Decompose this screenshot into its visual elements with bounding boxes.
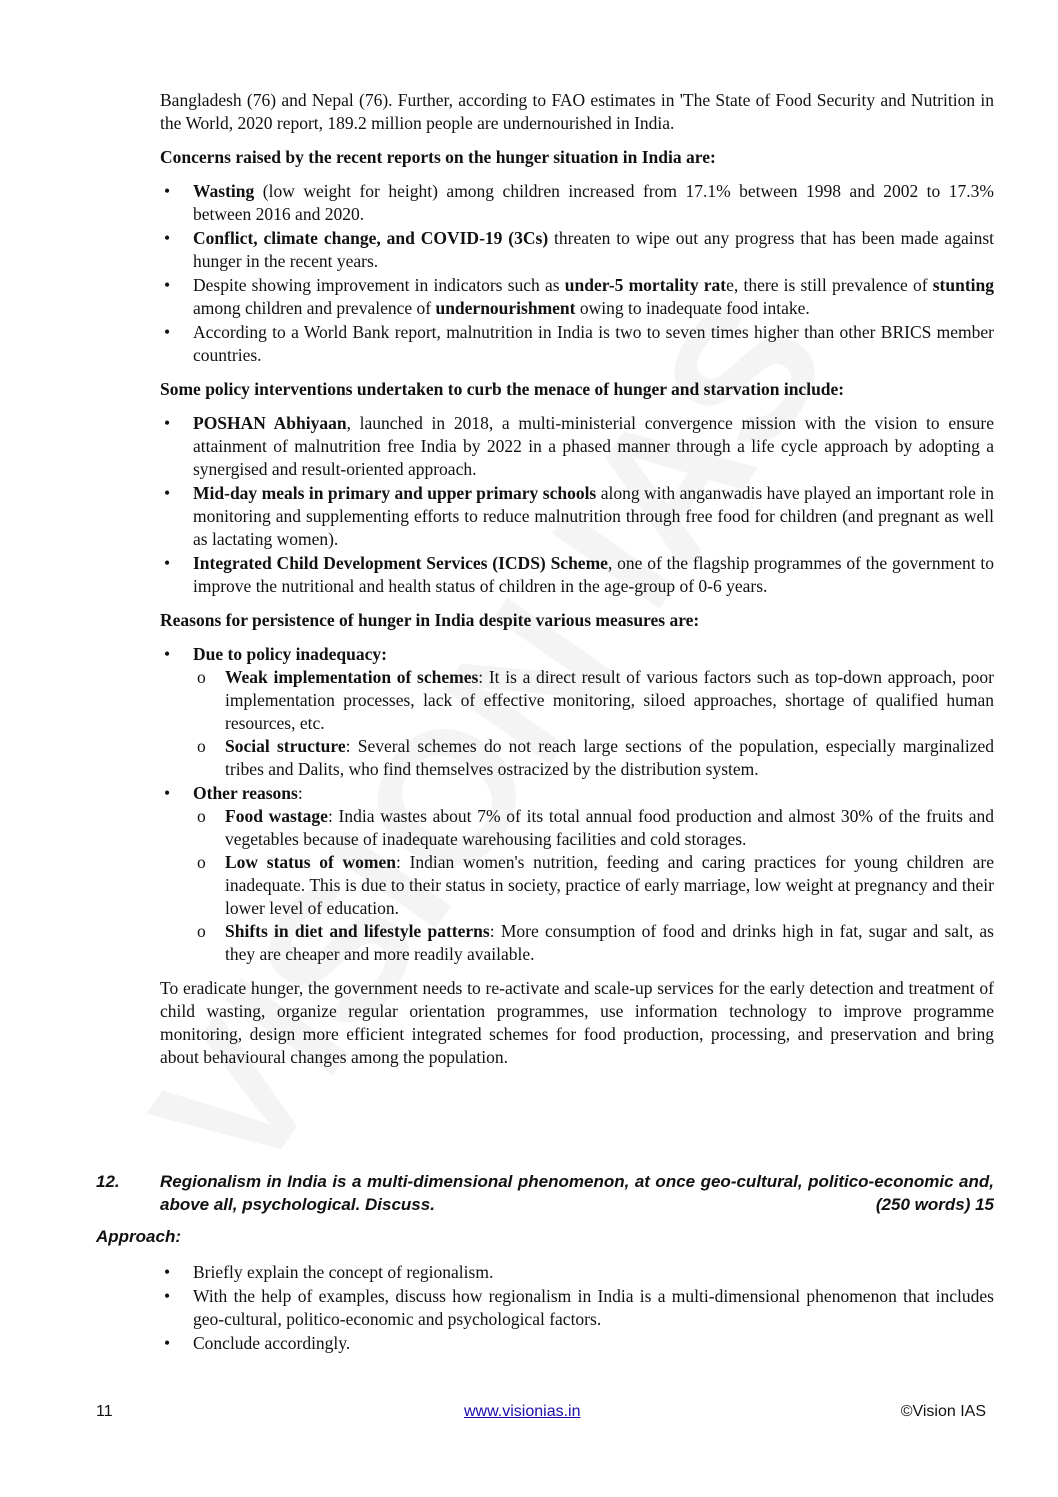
list-item <box>160 1261 994 1284</box>
bold-text: Integrated Child Development Services (ICDS) Scheme <box>193 553 608 573</box>
list-item <box>160 180 994 226</box>
reasons-heading: Reasons for persistence of hunger in India despite various measures are: <box>160 610 700 630</box>
list-item <box>160 482 994 551</box>
question-12 <box>96 1170 994 1216</box>
text: , one of the flagship programmes of the government to improve the nutritional and health status of children in the age-group of 0-6 years. <box>193 553 995 596</box>
text: : India wastes about 7% of its total annual food production and almost 30% of the fruits and vegetables because of inadequate warehousing facilities and cold storages. <box>225 806 994 849</box>
bold-text: Conflict, climate change, and COVID-19 (3Cs) <box>193 228 549 248</box>
text: : It is a direct result of various factors such as top-down approach, poor implementation processes, lack of effective monitoring, siloed approaches, shortage of qualified human resources, etc. <box>225 667 994 733</box>
conclusion-paragraph <box>160 977 994 1069</box>
sub-list-item <box>193 920 994 966</box>
bold-text: Shifts in diet and lifestyle patterns <box>225 921 490 941</box>
text: Bangladesh (76) and Nepal (76). Further, according to FAO estimates in 'The State of Food Security and Nutrition in the World, 2020 report, 189.2 million people are undernourished in India. <box>160 90 994 133</box>
bold-text: Food wastage <box>225 806 328 826</box>
text: , launched in 2018, a multi-ministerial convergence mission with the vision to ensure attainment of malnutrition free India by 2022 in a phased manner through a life cycle approach by adopting a synergised and result-oriented approach. <box>193 413 995 479</box>
concerns-list <box>160 180 994 367</box>
approach-label: Approach: <box>96 1227 181 1246</box>
list-item <box>160 321 994 367</box>
list-item <box>160 274 994 320</box>
list-item <box>160 782 994 966</box>
question-number: 12. <box>96 1172 120 1191</box>
bold-text: Wasting <box>193 181 255 201</box>
bold-text: Other reasons <box>193 783 298 803</box>
website-link[interactable]: www.visionias.in <box>464 1403 581 1420</box>
text: According to a World Bank report, malnutrition in India is two to seven times higher than other BRICS member countries. <box>193 322 994 365</box>
sub-list <box>193 666 994 781</box>
list-item <box>160 643 994 781</box>
text: e, there is still prevalence of <box>726 275 933 295</box>
sub-list-item <box>193 666 994 735</box>
list-item <box>160 1285 994 1331</box>
sub-list-item <box>193 851 994 920</box>
list-item <box>160 1332 994 1355</box>
text: owing to inadequate food intake. <box>575 298 810 318</box>
bold-text: Weak implementation of schemes <box>225 667 479 687</box>
sub-list-item <box>193 805 994 851</box>
policy-list <box>160 412 994 598</box>
text: : Indian women's nutrition, feeding and caring practices for young children are inadequate. This is due to their status in society, practice of early marriage, low weight at pregnancy and their lower level of education. <box>225 852 994 918</box>
text: Conclude accordingly. <box>193 1333 351 1353</box>
text: among children and prevalence of <box>193 298 436 318</box>
text: Briefly explain the concept of regionalism. <box>193 1262 494 1282</box>
bold-text: under-5 mortality rat <box>564 275 727 295</box>
document-body <box>160 89 994 1080</box>
intro-paragraph <box>160 89 994 135</box>
sub-list <box>193 805 994 966</box>
text: (low weight for height) among children increased from 17.1% between 1998 and 2002 to 17.3% between 2016 and 2020. <box>193 181 994 224</box>
question-text: Regionalism in India is a multi-dimensional phenomenon, at once geo-cultural, politico-economic and, above all, psychological. Discuss. <box>160 1172 994 1214</box>
bold-text: Low status of women <box>225 852 396 872</box>
text: To eradicate hunger, the government needs to re-activate and scale-up services for the early detection and treatment of child wasting, organize regular orientation programmes, use information technology to improve programme monitoring, design more efficient integrated schemes for food production, processing, and preservation and bring about behavioural changes among the population. <box>160 978 994 1067</box>
bold-text: stunting <box>932 275 995 295</box>
question-marks: (250 words) 15 <box>875 1195 994 1214</box>
list-item <box>160 227 994 273</box>
policy-heading: Some policy interventions undertaken to curb the menace of hunger and starvation include: <box>160 379 845 399</box>
text: : Several schemes do not reach large sections of the population, especially marginalized tribes and Dalits, who find themselves ostracized by the distribution system. <box>225 736 994 779</box>
text: : More consumption of food and drinks high in fat, sugar and salt, as they are cheaper and more readily available. <box>225 921 994 964</box>
text: along with anganwadis have played an important role in monitoring and supplementing efforts to reduce malnutrition through free food for children (and pregnant as well as lactating women). <box>193 483 994 549</box>
approach-list <box>160 1261 994 1355</box>
page-number: 11 <box>96 1403 113 1420</box>
list-item <box>160 552 994 598</box>
text: : <box>297 783 303 803</box>
bold-text: POSHAN Abhiyaan <box>193 413 347 433</box>
bold-text: Social structure <box>225 736 346 756</box>
concerns-heading: Concerns raised by the recent reports on the hunger situation in India are: <box>160 147 716 167</box>
text: With the help of examples, discuss how regionalism in India is a multi-dimensional phenomenon that includes geo-cultural, politico-economic and psychological factors. <box>193 1286 994 1329</box>
text: Despite showing improvement in indicators such as <box>193 275 565 295</box>
bold-text: Due to policy inadequacy: <box>193 644 387 664</box>
bold-text: undernourishment <box>435 298 576 318</box>
reasons-list <box>160 643 994 966</box>
list-item <box>160 412 994 481</box>
bold-text: Mid-day meals in primary and upper primary schools <box>193 483 597 503</box>
text: threaten to wipe out any progress that has been made against hunger in the recent years. <box>193 228 994 271</box>
copyright: ©Vision IAS <box>900 1403 986 1420</box>
sub-list-item <box>193 735 994 781</box>
